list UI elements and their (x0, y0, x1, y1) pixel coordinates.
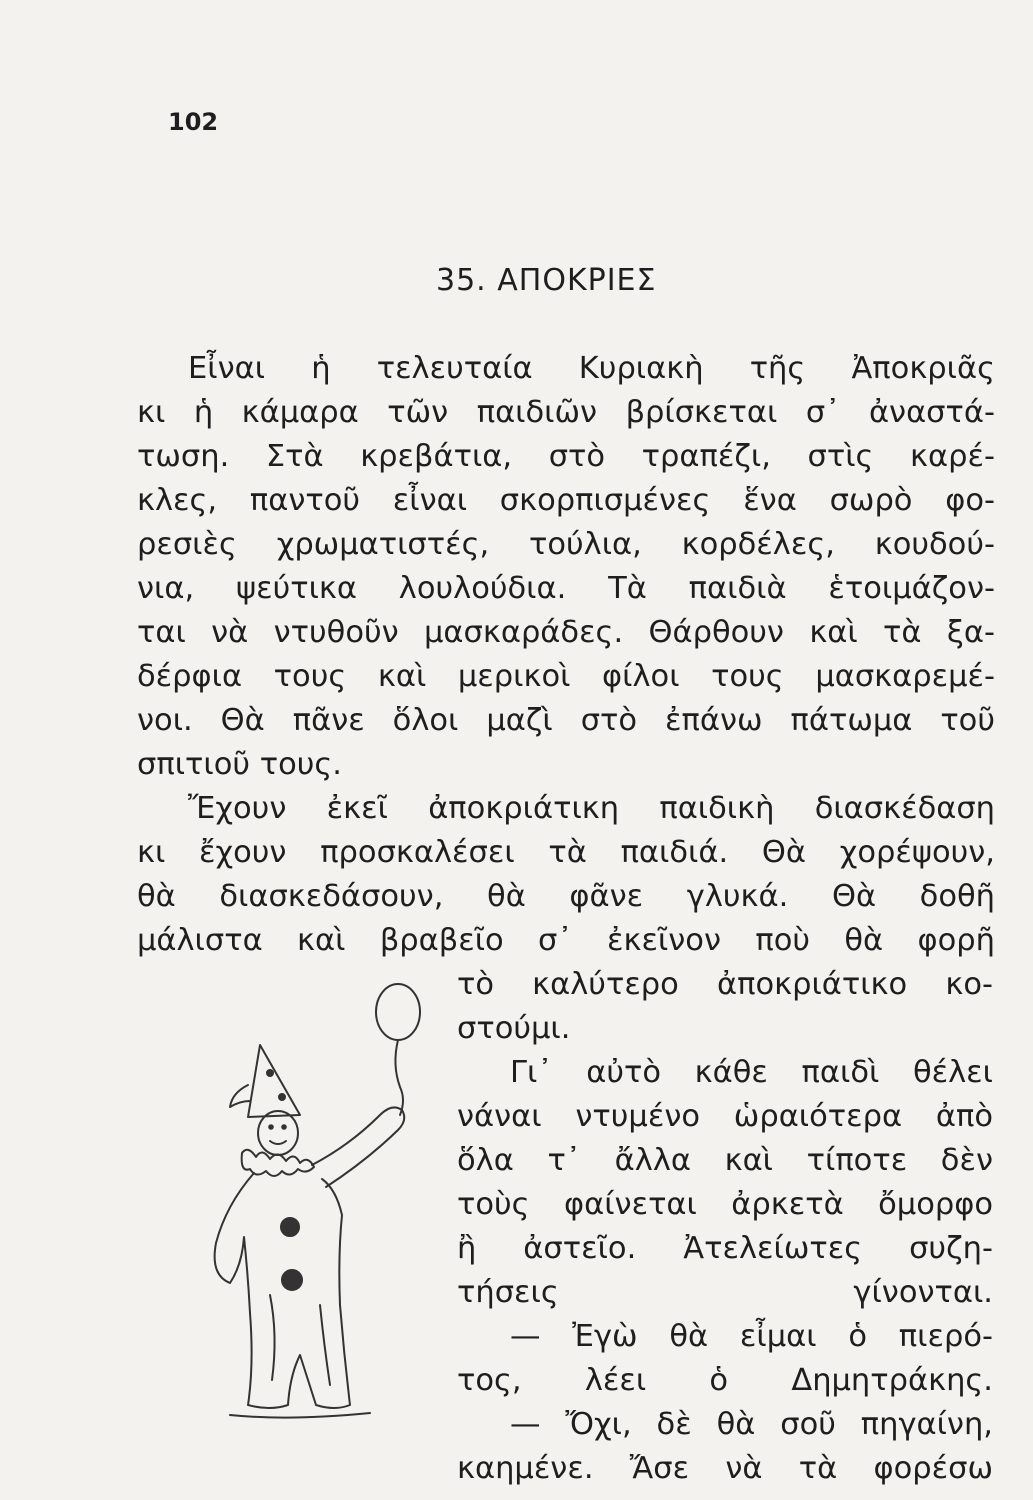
text-line: νοι. Θὰ πᾶνε ὅλοι μαζὶ στὸ ἐπάνω πάτωμα τοῦ (137, 703, 995, 738)
text-line: στούμι. (457, 1011, 571, 1046)
pompom (281, 1218, 299, 1236)
text-line: Γι᾽ αὐτὸ κάθε παιδὶ θέλει (510, 1055, 993, 1090)
text-line: μάλιστα καὶ βραβεῖο σ᾽ ἐκεῖνον ποὺ θὰ φορῆ (137, 923, 995, 958)
text-line: καημένε. Ἄσε νὰ τὰ φορέσω (457, 1451, 993, 1486)
text-line: ρεσιὲς χρωματιστές, τούλια, κορδέλες, κουδού- (137, 527, 995, 562)
text-line: νια, ψεύτικα λουλούδια. Τὰ παιδιὰ ἑτοιμάζον- (137, 571, 995, 606)
balloon-shape (376, 984, 420, 1040)
text-line: ὅλα τ᾽ ἄλλα καὶ τίποτε δὲν (457, 1143, 993, 1178)
text-line: δέρφια τους καὶ μερικοὶ φίλοι τους μασκαρεμέ- (137, 659, 995, 694)
text-line: — Ἐγὼ θὰ εἶμαι ὁ πιερό- (510, 1319, 993, 1354)
balloon-string (395, 1040, 403, 1115)
text-line: ἢ ἀστεῖο. Ἀτελείωτες συζη- (457, 1231, 993, 1266)
text-line: κλες, παντοῦ εἶναι σκορπισμένες ἕνα σωρὸ φο- (137, 483, 995, 518)
text-line: σπιτιοῦ τους. (137, 747, 342, 782)
text-line: τοὺς φαίνεται ἀρκετὰ ὄμορφο (457, 1187, 993, 1222)
text-line: κι ἡ κάμαρα τῶν παιδιῶν βρίσκεται σ᾽ ἀναστά- (137, 395, 995, 430)
clown-body (215, 1173, 350, 1408)
clown-illustration (130, 975, 450, 1445)
pompom (282, 1270, 302, 1290)
text-line: Ἔχουν ἐκεῖ ἀποκριάτικη παιδικὴ διασκέδαση (188, 791, 995, 826)
page-number: 102 (168, 108, 219, 136)
text-line: νάναι ντυμένο ὡραιότερα ἀπὸ (457, 1099, 993, 1134)
text-line: τος, λέει ὁ Δημητράκης. (457, 1363, 993, 1398)
text-line: τήσεις γίνονται. (457, 1275, 993, 1310)
text-line: τὸ καλύτερο ἀποκριάτικο κο- (457, 967, 993, 1002)
text-line: τωση. Στὰ κρεβάτια, στὸ τραπέζι, στὶς καρέ- (137, 439, 995, 474)
text-line: θὰ διασκεδάσουν, θὰ φᾶνε γλυκά. Θὰ δοθῆ (137, 879, 995, 914)
chapter-title: 35. ΑΠΟΚΡΙΕΣ (436, 263, 657, 298)
text-line: Εἶναι ἡ τελευταία Κυριακὴ τῆς Ἀποκριᾶς (188, 351, 995, 386)
clown-collar (242, 1150, 314, 1176)
clown-face (258, 1111, 298, 1155)
clown-hat (248, 1045, 300, 1117)
text-line: ται νὰ ντυθοῦν μασκαράδες. Θάρθουν καὶ τὰ ξα- (137, 615, 995, 650)
text-line: κι ἔχουν προσκαλέσει τὰ παιδιά. Θὰ χορέψουν, (137, 835, 995, 870)
text-line: — Ὄχι, δὲ θὰ σοῦ πηγαίνη, (510, 1407, 993, 1442)
